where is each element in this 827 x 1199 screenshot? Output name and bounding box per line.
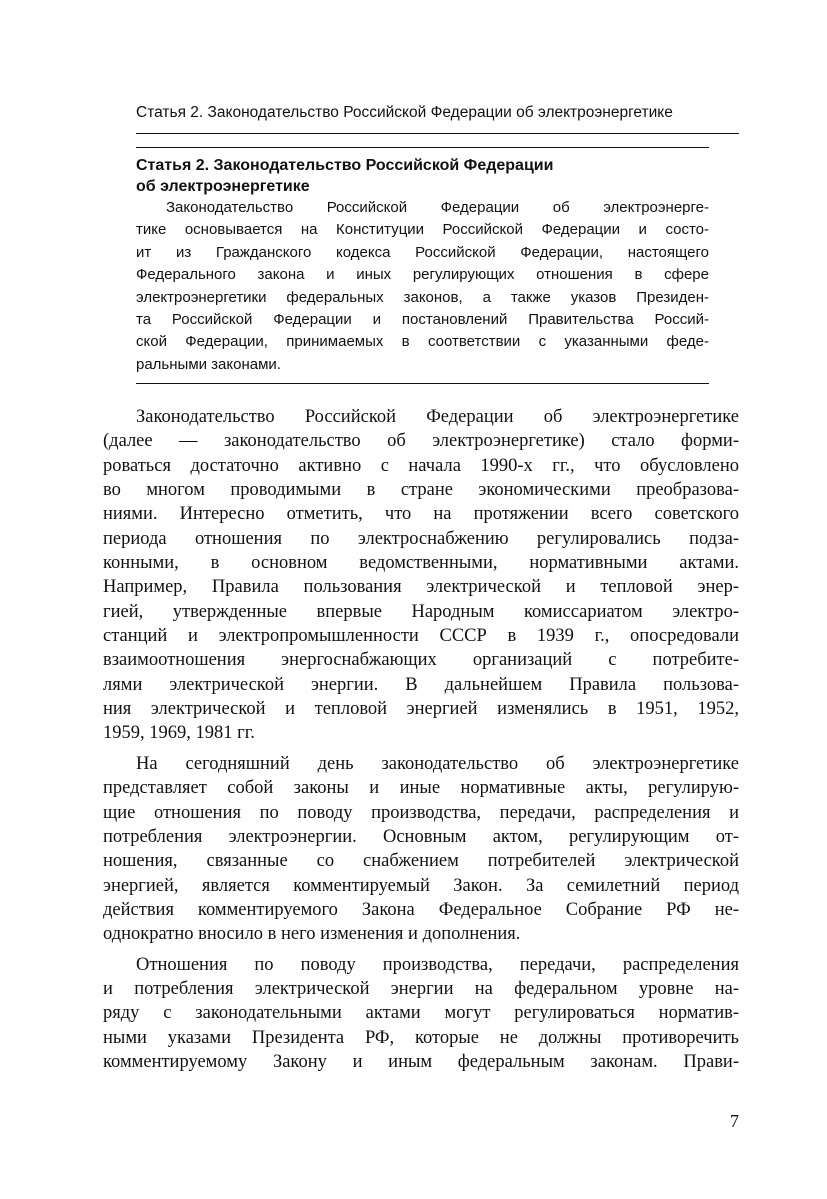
article-text-box — [136, 147, 709, 384]
text-line: конными, в основном ведомственными, нормативными актами. — [103, 553, 739, 574]
text-line: во многом проводимыми в стране экономическими преобразова- — [103, 480, 739, 501]
commentary-paragraph — [103, 752, 739, 947]
text-line: представляет собой законы и иные нормативные акты, регулирую- — [103, 778, 739, 799]
text-line: щие отношения по поводу производства, передачи, распределения и — [103, 802, 739, 823]
text-line: ния электрической и тепловой энергией изменялись в 1951, 1952, — [103, 699, 739, 720]
text-line: периода отношения по электроснабжению регулировались подза- — [103, 528, 739, 549]
text-line: станций и электропромышленности СССР в 1939 г., опосредовали — [103, 626, 739, 647]
text-line: ными указами Президента РФ, которые не должны противоречить — [103, 1027, 739, 1048]
text-line: взаимоотношения энергоснабжающих организаций с потребите- — [103, 650, 739, 671]
article-body-line: ской Федерации, принимаемых в соответствии с указанными феде- — [136, 333, 709, 351]
text-line: комментируемому Закону и иным федеральным законам. Прави- — [103, 1051, 739, 1072]
article-body-line: Законодательство Российской Федерации об электроэнерге- — [166, 199, 709, 216]
article-body-line: тике основывается на Конституции Российской Федерации и состо- — [136, 221, 709, 239]
box-bottom-rule — [136, 383, 709, 384]
text-line: роваться достаточно активно с начала 1990-х гг., что обусловлено — [103, 455, 739, 476]
text-line: и потребления электрической энергии на федеральном уровне на- — [103, 978, 739, 999]
text-line: ниями. Интересно отметить, что на протяжении всего советского — [103, 504, 739, 525]
article-body-line: ральными законами. — [136, 355, 281, 373]
page-number: 7 — [730, 1111, 739, 1131]
text-line: потребления электроэнергии. Основным актом, регулирующим от- — [103, 826, 739, 847]
text-line: ношения, связанные со снабжением потребителей электрической — [103, 851, 739, 872]
text-line: (далее — законодательство об электроэнергетике) стало форми- — [103, 431, 739, 452]
article-body-line: Федерального закона и иных регулирующих отношения в сфере — [136, 266, 709, 284]
header-rule — [136, 133, 739, 134]
text-line: лями электрической энергии. В дальнейшем Правила пользова- — [103, 674, 739, 695]
article-body-line: электроэнергетики федеральных законов, а также указов Президен- — [136, 288, 709, 306]
text-line: однократно вносило в него изменения и дополнения. — [103, 924, 521, 945]
article-title-line: об электроэнергетике — [136, 178, 310, 195]
text-line: Например, Правила пользования электрической и тепловой энер- — [103, 577, 739, 598]
text-line: Отношения по поводу производства, передачи, распределения — [136, 954, 739, 975]
article-body-line: ит из Гражданского кодекса Российской Федерации, настоящего — [136, 243, 709, 261]
article-title — [136, 155, 709, 197]
text-line: гией, утвержденные впервые Народным комиссариатом электро- — [103, 601, 739, 622]
article-title-line: Статья 2. Законодательство Российской Федерации — [136, 157, 554, 174]
article-body-line: та Российской Федерации и постановлений Правительства Россий- — [136, 311, 709, 329]
text-line: ряду с законодательными актами могут регулироваться норматив- — [103, 1003, 739, 1024]
box-top-rule — [136, 147, 709, 148]
text-line: действия комментируемого Закона Федеральное Собрание РФ не- — [103, 899, 739, 920]
commentary-paragraph — [103, 405, 739, 746]
text-line: На сегодняшний день законодательство об электроэнергетике — [136, 753, 739, 774]
article-body — [136, 197, 709, 376]
commentary-text — [103, 405, 739, 1080]
text-line: энергией, является комментируемый Закон. За семилетний период — [103, 875, 739, 896]
running-head: Статья 2. Законодательство Российской Федерации об электроэнергетике — [136, 104, 673, 121]
text-line: Законодательство Российской Федерации об электроэнергетике — [136, 407, 739, 427]
text-line: 1959, 1969, 1981 гг. — [103, 723, 255, 744]
commentary-paragraph — [103, 953, 739, 1075]
